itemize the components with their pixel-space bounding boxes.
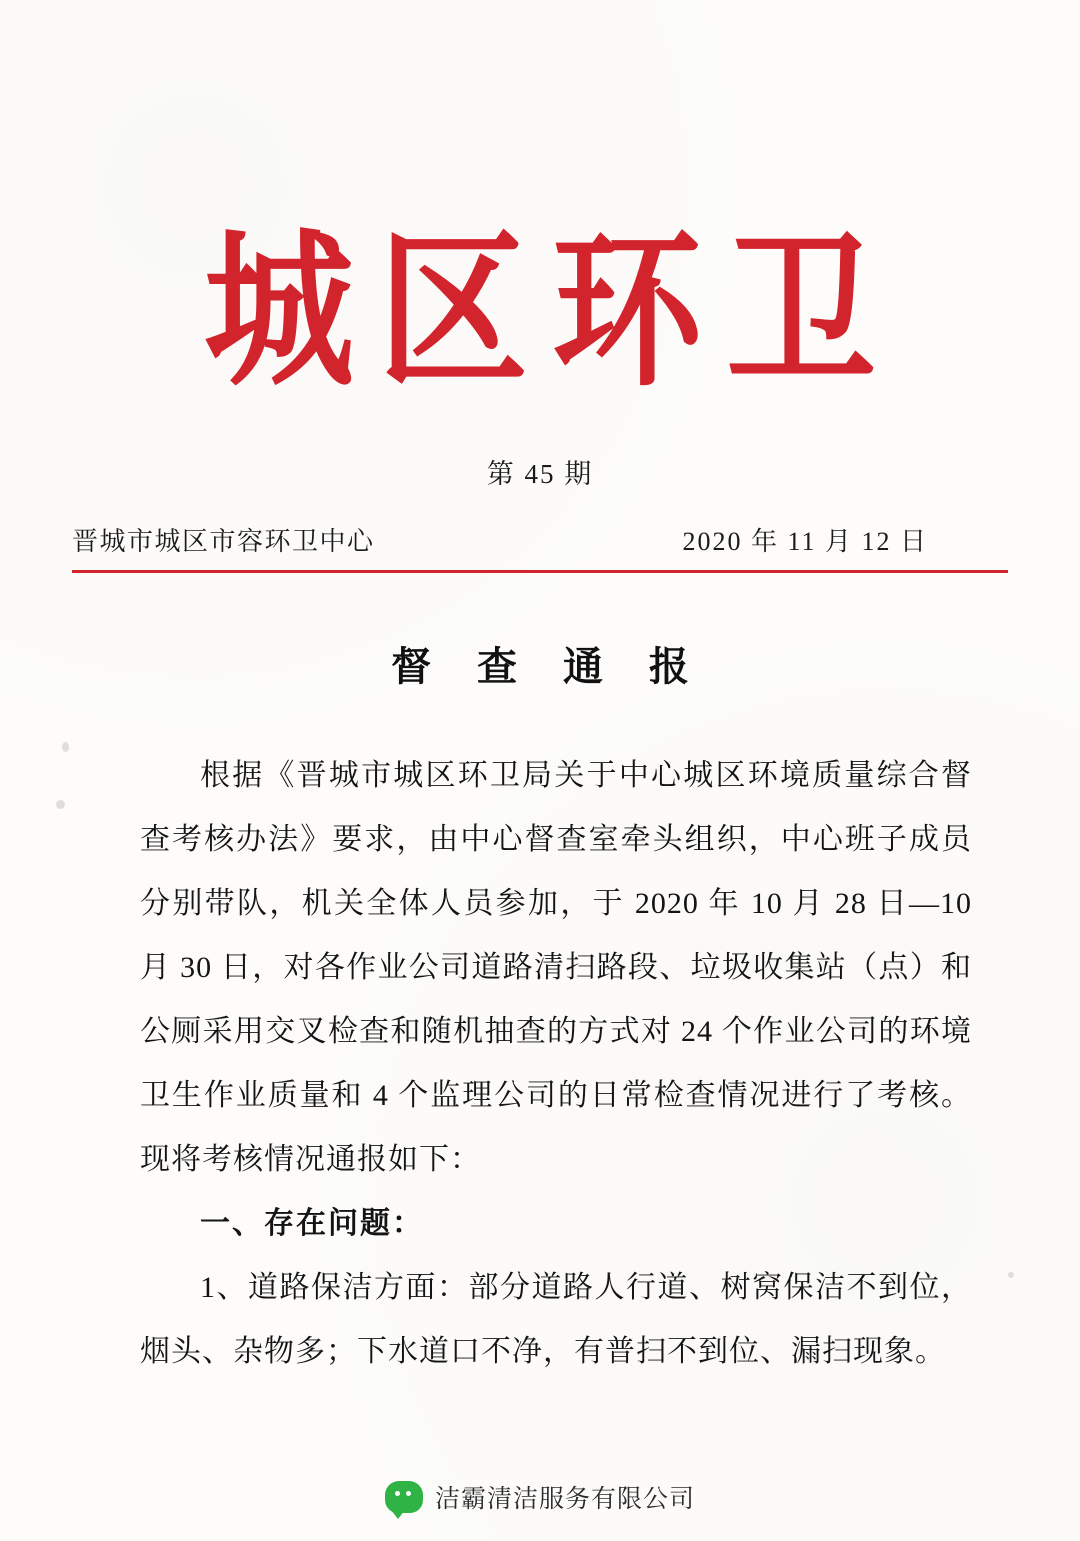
- scan-speckle: [62, 742, 69, 752]
- issue-number: 第 45 期: [486, 459, 594, 489]
- scan-speckle: [1008, 1272, 1014, 1278]
- wechat-icon: [385, 1481, 423, 1513]
- publish-date: 2020 年 11 月 12 日: [682, 527, 928, 556]
- footer-account-name: 洁霸清洁服务有限公司: [434, 1485, 695, 1513]
- document-title: 督 查 通 报: [391, 643, 705, 690]
- masthead: [0, 0, 1080, 491]
- list-item: 1、道路保洁方面：部分道路人行道、树窝保洁不到位，烟头、杂物多；下水道口不净，有普扫不到位、漏扫现象。: [140, 1271, 972, 1368]
- publisher-name: 晋城市城区市容环卫中心: [72, 527, 375, 556]
- red-divider-rule: [72, 570, 1008, 573]
- wechat-icon-tail: [391, 1510, 405, 1519]
- document-body: [0, 635, 1080, 1384]
- section-heading-problems: 一、存在问题：: [200, 1206, 424, 1241]
- scan-speckle: [56, 800, 65, 809]
- footer-account-bar: [0, 1479, 1080, 1515]
- masthead-title: 城区环卫: [203, 212, 900, 410]
- paragraph-intro: 根据《晋城市城区环卫局关于中心城区环境质量综合督查考核办法》要求，由中心督查室牵头组织，中心班子成员分别带队，机关全体人员参加，于 2020 年 10 月 28 日—10 月 30 日，对各作业公司道路清扫路段、垃圾收集站（点）和公厕采用交叉检查和随机抽查的方式对 24 个作业公司的环境卫生作业质量和 4 个监理公司的日常检查情况进行了考核。现将考核情况通报如下：: [140, 759, 972, 1176]
- body-text-block: [140, 744, 972, 1384]
- masthead-meta-row: [72, 521, 1008, 570]
